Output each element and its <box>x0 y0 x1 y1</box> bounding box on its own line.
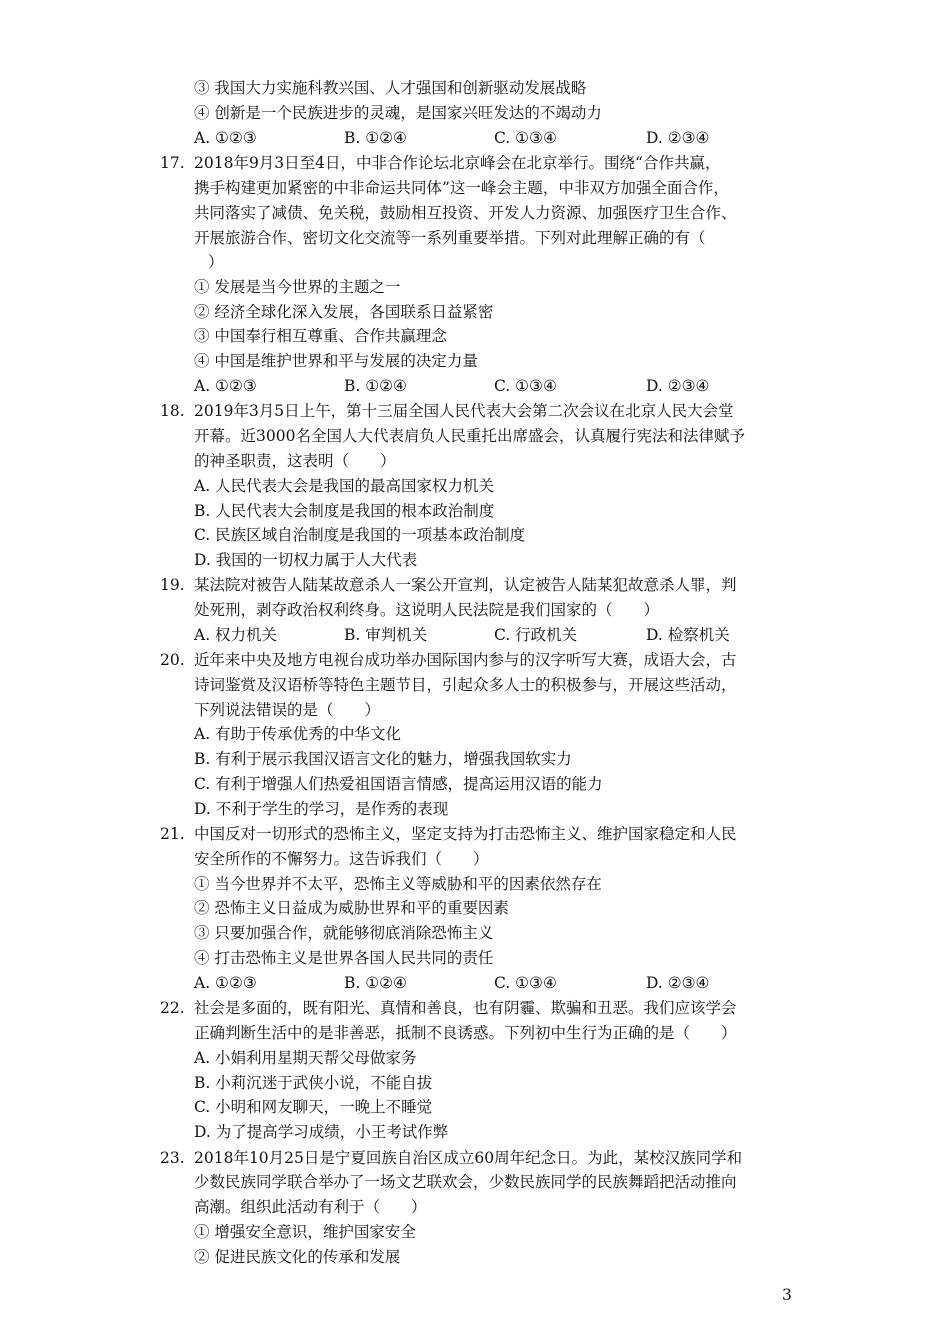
option-c[interactable]: C. 行政机关 <box>494 626 578 644</box>
q19-text-line: 处死刑，剥夺政治权利终身。这说明人民法院是我们国家的（ ） <box>194 601 660 619</box>
option-d[interactable]: D. ②③④ <box>646 974 710 992</box>
option-b[interactable]: B. ①②④ <box>344 129 407 147</box>
q22-text-line: 正确判断生活中的是非善恶，抵制不良诱惑。下列初中生行为正确的是（ ） <box>194 1024 737 1042</box>
q21-text-line: 中国反对一切形式的恐怖主义，坚定支持为打击恐怖主义、维护国家稳定和人民 <box>194 825 737 843</box>
option-a[interactable]: A. 小娟利用星期天帮父母做家务 <box>194 1049 417 1067</box>
q17-item: ③ 中国奉行相互尊重、合作共赢理念 <box>194 327 447 345</box>
option-c[interactable]: C. ①③④ <box>494 129 557 147</box>
option-b[interactable]: B. 审判机关 <box>344 626 428 644</box>
option-c[interactable]: C. 有利于增强人们热爱祖国语言情感，提高运用汉语的能力 <box>194 775 603 793</box>
q17-text-line: 携手构建更加紧密的中非命运共同体”这一峰会主题，中非双方加强全面合作， <box>194 179 729 197</box>
q21-options <box>194 971 774 996</box>
option-d[interactable]: D. 检察机关 <box>646 626 730 644</box>
q17-text-line: 开展旅游合作、密切文化交流等一系列重要举措。下列对此理解正确的有（ <box>194 229 706 247</box>
q18-text-line: 的神圣职责，这表明（ ） <box>194 452 396 470</box>
q18-text-line: 开幕。近3000名全国人大代表肩负人民重托出席盛会，认真履行宪法和法律赋予 <box>194 427 745 445</box>
q19-options <box>194 623 774 648</box>
option-a[interactable]: A. 权力机关 <box>194 626 278 644</box>
question-number: 20. <box>160 651 185 669</box>
option-a[interactable]: A. 有助于传承优秀的中华文化 <box>194 725 402 743</box>
q19-text-line: 某法院对被告人陆某故意杀人一案公开宣判，认定被告人陆某犯故意杀人罪，判 <box>194 576 737 594</box>
q21-item: ③ 只要加强合作，就能够彻底消除恐怖主义 <box>194 924 494 942</box>
question-number: 17. <box>160 154 185 172</box>
option-d[interactable]: D. 我国的一切权力属于人大代表 <box>194 551 418 569</box>
q23-text-line: 少数民族同学联合举办了一场文艺联欢会，少数民族同学的民族舞蹈把活动推向 <box>194 1173 737 1191</box>
q22-text-line: 社会是多面的，既有阳光、真情和善良，也有阴霾、欺骗和丑恶。我们应该学会 <box>194 999 737 1017</box>
option-c[interactable]: C. 民族区域自治制度是我国的一项基本政治制度 <box>194 526 526 544</box>
option-b[interactable]: B. 人民代表大会制度是我国的根本政治制度 <box>194 502 495 520</box>
q16-item-4: ④ 创新是一个民族进步的灵魂，是国家兴旺发达的不竭动力 <box>194 104 602 122</box>
q17-text-line: 共同落实了减债、免关税，鼓励相互投资、开发人力资源、加强医疗卫生合作、 <box>194 204 737 222</box>
q21-text-line: 安全所作的不懈努力。这告诉我们（ ） <box>194 850 489 868</box>
q18-text-line: 2019年3月5日上午，第十三届全国人民代表大会第二次会议在北京人民大会堂 <box>194 402 734 420</box>
option-c[interactable]: C. ①③④ <box>494 377 557 395</box>
q21-item: ② 恐怖主义日益成为威胁世界和平的重要因素 <box>194 899 509 917</box>
option-b[interactable]: B. 有利于展示我国汉语言文化的魅力，增强我国软实力 <box>194 750 572 768</box>
q16-options <box>194 126 774 151</box>
option-a[interactable]: A. ①②③ <box>194 377 257 395</box>
option-b[interactable]: B. ①②④ <box>344 974 407 992</box>
q17-options <box>194 374 774 399</box>
q21-item: ① 当今世界并不太平，恐怖主义等威胁和平的因素依然存在 <box>194 875 602 893</box>
question-number: 23. <box>160 1149 185 1167</box>
q17-item: ④ 中国是维护世界和平与发展的决定力量 <box>194 352 478 370</box>
question-number: 21. <box>160 825 185 843</box>
q23-text-line: 高潮。组织此活动有利于（ ） <box>194 1198 427 1216</box>
option-c[interactable]: C. ①③④ <box>494 974 557 992</box>
q23-item: ② 促进民族文化的传承和发展 <box>194 1248 401 1266</box>
option-b[interactable]: B. 小莉沉迷于武侠小说，不能自拔 <box>194 1074 433 1092</box>
option-d[interactable]: D. 为了提高学习成绩，小王考试作弊 <box>194 1123 449 1141</box>
option-a[interactable]: A. ①②③ <box>194 974 257 992</box>
question-number: 18. <box>160 402 185 420</box>
q20-text-line: 下列说法错误的是（ ） <box>194 701 381 719</box>
q17-text-line: ） <box>208 253 224 271</box>
option-d[interactable]: D. 不利于学生的学习，是作秀的表现 <box>194 800 449 818</box>
q17-item: ① 发展是当今世界的主题之一 <box>194 278 401 296</box>
option-d[interactable]: D. ②③④ <box>646 129 710 147</box>
option-b[interactable]: B. ①②④ <box>344 377 407 395</box>
q17-item: ② 经济全球化深入发展，各国联系日益紧密 <box>194 303 494 321</box>
option-a[interactable]: A. 人民代表大会是我国的最高国家权力机关 <box>194 477 495 495</box>
q16-item-3: ③ 我国大力实施科教兴国、人才强国和创新驱动发展战略 <box>194 79 587 97</box>
q20-text-line: 近年来中央及地方电视台成功举办国际国内参与的汉字听写大赛，成语大会，古 <box>194 651 737 669</box>
q20-text-line: 诗词鉴赏及汉语桥等特色主题节目，引起众多人士的积极参与，开展这些活动， <box>194 676 737 694</box>
option-d[interactable]: D. ②③④ <box>646 377 710 395</box>
q21-item: ④ 打击恐怖主义是世界各国人民共同的责任 <box>194 949 494 967</box>
page-number: 3 <box>782 1286 792 1304</box>
option-a[interactable]: A. ①②③ <box>194 129 257 147</box>
q23-item: ① 增强安全意识，维护国家安全 <box>194 1223 416 1241</box>
q17-text-line: 2018年9月3日至4日，中非合作论坛北京峰会在北京举行。围绕“合作共赢， <box>194 154 721 172</box>
question-number: 19. <box>160 576 185 594</box>
question-number: 22. <box>160 999 185 1017</box>
option-c[interactable]: C. 小明和网友聊天，一晚上不睡觉 <box>194 1098 433 1116</box>
q23-text-line: 2018年10月25日是宁夏回族自治区成立60周年纪念日。为此，某校汉族同学和 <box>194 1149 743 1167</box>
